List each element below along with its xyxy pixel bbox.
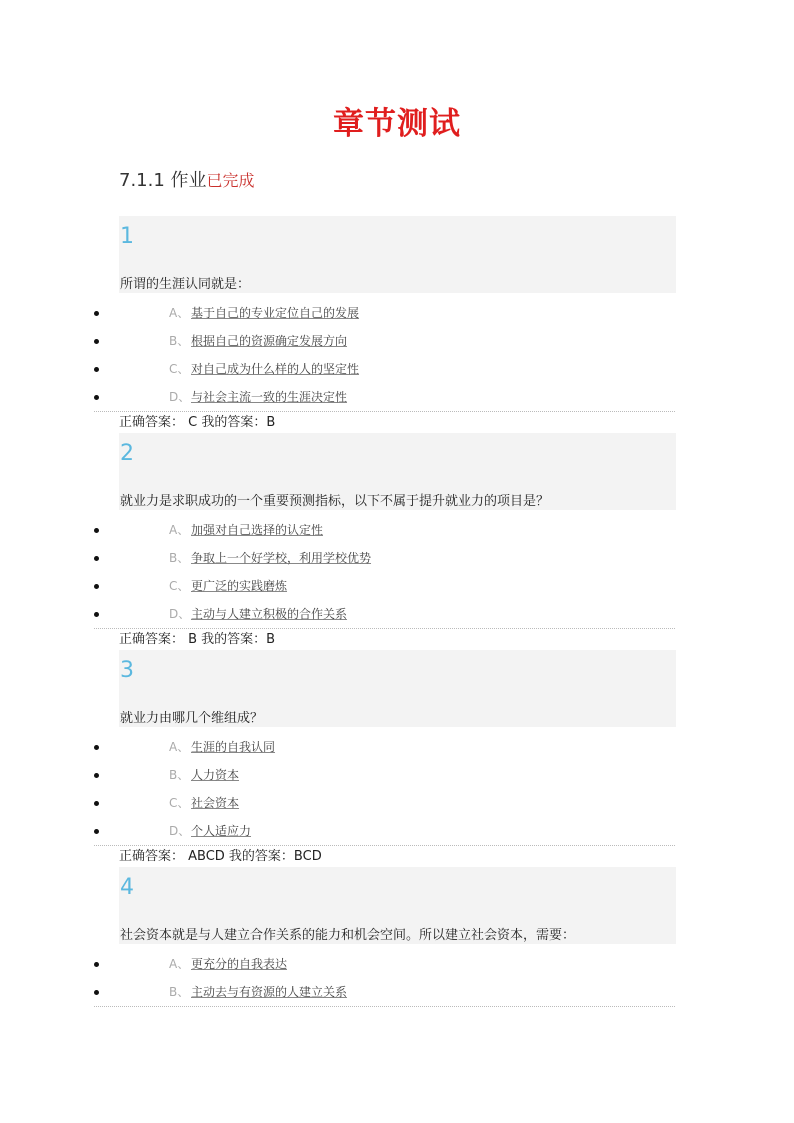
question-header	[119, 216, 676, 293]
section-heading	[119, 166, 255, 192]
bullet-icon	[94, 528, 99, 533]
option-item	[94, 327, 675, 355]
question-stem: 就业力是求职成功的一个重要预测指标，以下不属于提升就业力的项目是？	[120, 494, 550, 509]
bullet-icon	[94, 745, 99, 750]
section-name: 7.1.1 作业	[119, 170, 207, 191]
option-item	[94, 950, 675, 978]
completion-status: 已完成	[206, 171, 255, 190]
option-link[interactable]: 人力资本	[191, 768, 240, 782]
option-item	[94, 789, 675, 817]
option-link[interactable]: 争取上一个好学校，利用学校优势	[191, 551, 372, 565]
option-letter: C、	[169, 796, 190, 810]
question-block	[0, 650, 794, 867]
option-item	[94, 544, 675, 572]
option-list	[94, 727, 675, 846]
option-letter: C、	[169, 362, 190, 376]
option-item	[94, 733, 675, 761]
question-number: 1	[120, 224, 134, 249]
option-letter: C、	[169, 579, 190, 593]
option-letter: A、	[169, 306, 190, 320]
option-link[interactable]: 与社会主流一致的生涯决定性	[191, 390, 348, 404]
option-link[interactable]: 对自己成为什么样的人的坚定性	[191, 362, 360, 376]
question-block	[0, 216, 794, 433]
question-header	[119, 650, 676, 727]
bullet-icon	[94, 556, 99, 561]
option-letter: D、	[169, 824, 191, 838]
option-letter: A、	[169, 740, 190, 754]
option-link[interactable]: 生涯的自我认同	[191, 740, 276, 754]
bullet-icon	[94, 773, 99, 778]
bullet-icon	[94, 339, 99, 344]
option-item	[94, 978, 675, 1006]
question-number: 3	[120, 658, 134, 683]
option-link[interactable]: 主动去与有资源的人建立关系	[191, 985, 348, 999]
question-header	[119, 867, 676, 944]
option-link[interactable]: 基于自己的专业定位自己的发展	[191, 306, 360, 320]
bullet-icon	[94, 829, 99, 834]
option-letter: D、	[169, 607, 191, 621]
question-block	[0, 867, 794, 1007]
question-stem: 所谓的生涯认同就是：	[120, 277, 251, 292]
option-item	[94, 355, 675, 383]
bullet-icon	[94, 801, 99, 806]
bullet-icon	[94, 367, 99, 372]
option-list	[94, 510, 675, 629]
answer-line: 正确答案： ABCD 我的答案：BCD	[119, 849, 322, 864]
question-stem: 就业力由哪几个维组成？	[120, 711, 264, 726]
option-item	[94, 383, 675, 411]
question-block	[0, 433, 794, 650]
option-letter: B、	[169, 985, 190, 999]
answer-line: 正确答案： B 我的答案：B	[119, 632, 276, 647]
option-item	[94, 761, 675, 789]
bullet-icon	[94, 311, 99, 316]
option-item	[94, 817, 675, 845]
question-number: 2	[120, 441, 134, 466]
bullet-icon	[94, 990, 99, 995]
option-letter: D、	[169, 390, 191, 404]
option-letter: B、	[169, 768, 190, 782]
question-number: 4	[120, 875, 134, 900]
option-letter: B、	[169, 334, 190, 348]
option-letter: A、	[169, 523, 190, 537]
option-link[interactable]: 更广泛的实践磨炼	[191, 579, 288, 593]
bullet-icon	[94, 395, 99, 400]
bullet-icon	[94, 962, 99, 967]
bullet-icon	[94, 584, 99, 589]
option-list	[94, 293, 675, 412]
option-link[interactable]: 主动与人建立积极的合作关系	[191, 607, 348, 621]
option-item	[94, 572, 675, 600]
option-link[interactable]: 社会资本	[191, 796, 240, 810]
option-list	[94, 944, 675, 1007]
question-stem: 社会资本就是与人建立合作关系的能力和机会空间。所以建立社会资本，需要：	[120, 928, 576, 943]
bullet-icon	[94, 612, 99, 617]
option-letter: A、	[169, 957, 190, 971]
option-item	[94, 299, 675, 327]
option-link[interactable]: 更充分的自我表达	[191, 957, 288, 971]
page-title: 章节测试	[333, 106, 461, 142]
option-item	[94, 600, 675, 628]
option-item	[94, 516, 675, 544]
option-link[interactable]: 个人适应力	[191, 824, 252, 838]
question-list	[0, 216, 794, 1007]
option-link[interactable]: 根据自己的资源确定发展方向	[191, 334, 348, 348]
option-letter: B、	[169, 551, 190, 565]
question-header	[119, 433, 676, 510]
option-link[interactable]: 加强对自己选择的认定性	[191, 523, 324, 537]
answer-line: 正确答案： C 我的答案：B	[119, 415, 276, 430]
